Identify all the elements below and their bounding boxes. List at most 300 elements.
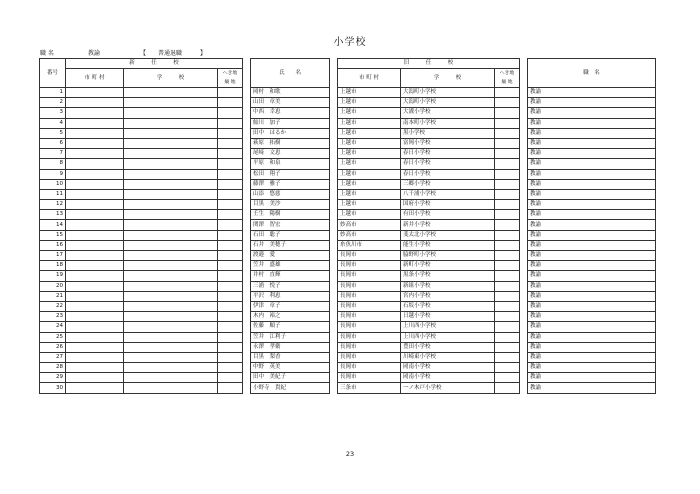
position-cell: 教諭 <box>528 261 656 271</box>
name-cell: 伊津 章子 <box>251 301 330 311</box>
old-remote-cell <box>495 240 520 250</box>
old-remote-cell <box>495 118 520 128</box>
new-remote-cell <box>218 373 243 383</box>
old-school-cell: 黒条小学校 <box>401 271 495 281</box>
name-cell: 中西 幸恵 <box>251 108 330 118</box>
name-cell: 田中 はるか <box>251 128 330 138</box>
old-city-cell: 上越市 <box>338 128 401 138</box>
table-row <box>40 291 656 301</box>
new-remote-cell <box>218 118 243 128</box>
new-city-cell <box>66 240 124 250</box>
new-city-cell <box>66 169 124 179</box>
new-remote-cell <box>218 220 243 230</box>
new-school-cell <box>124 138 218 148</box>
new-remote-cell <box>218 230 243 240</box>
position-cell: 教諭 <box>528 98 656 108</box>
header-old-remote: へき地 級 地 <box>495 69 520 88</box>
new-school-cell <box>124 128 218 138</box>
name-cell: 田中 美紀子 <box>251 373 330 383</box>
row-number: 29 <box>40 373 66 383</box>
name-cell: 佐藤 順子 <box>251 322 330 332</box>
table-row <box>40 210 656 220</box>
position-cell: 教諭 <box>528 363 656 373</box>
new-school-cell <box>124 169 218 179</box>
new-remote-cell <box>218 332 243 342</box>
old-city-cell: 上越市 <box>338 179 401 189</box>
row-number: 18 <box>40 261 66 271</box>
old-remote-cell <box>495 301 520 311</box>
new-school-cell <box>124 230 218 240</box>
old-school-cell: 豊田小学校 <box>401 342 495 352</box>
old-city-cell: 上越市 <box>338 159 401 169</box>
table-row <box>40 322 656 332</box>
old-city-cell: 長岡市 <box>338 342 401 352</box>
old-remote-cell <box>495 363 520 373</box>
name-cell: 鮎川 加子 <box>251 118 330 128</box>
new-remote-cell <box>218 291 243 301</box>
old-remote-cell <box>495 261 520 271</box>
row-number: 24 <box>40 322 66 332</box>
name-cell: 小野寺 貴紀 <box>251 383 330 393</box>
new-city-cell <box>66 220 124 230</box>
new-school-cell <box>124 210 218 220</box>
table-row <box>40 118 656 128</box>
position-cell: 教諭 <box>528 352 656 362</box>
old-school-cell: 上川西小学校 <box>401 332 495 342</box>
old-school-cell: 上川西小学校 <box>401 322 495 332</box>
new-remote-cell <box>218 159 243 169</box>
row-number: 21 <box>40 291 66 301</box>
name-cell: 石田 聡子 <box>251 230 330 240</box>
old-remote-cell <box>495 138 520 148</box>
new-school-cell <box>124 179 218 189</box>
row-number: 19 <box>40 271 66 281</box>
table-row <box>40 261 656 271</box>
position-cell: 教諭 <box>528 332 656 342</box>
name-cell: 山田 章美 <box>251 98 330 108</box>
new-city-cell <box>66 301 124 311</box>
row-number: 20 <box>40 281 66 291</box>
new-remote-cell <box>218 128 243 138</box>
old-school-cell: 新組小学校 <box>401 281 495 291</box>
old-city-cell: 長岡市 <box>338 261 401 271</box>
new-remote-cell <box>218 88 243 98</box>
row-number: 15 <box>40 230 66 240</box>
position-cell: 教諭 <box>528 291 656 301</box>
new-city-cell <box>66 281 124 291</box>
new-remote-cell <box>218 108 243 118</box>
table-row <box>40 281 656 291</box>
name-cell: 木内 裕之 <box>251 312 330 322</box>
new-remote-cell <box>218 363 243 373</box>
name-cell: 笠井 江利子 <box>251 332 330 342</box>
old-school-cell: 岡南小学校 <box>401 363 495 373</box>
new-school-cell <box>124 312 218 322</box>
name-cell: 関澤 智宏 <box>251 220 330 230</box>
header-old-school: 学 校 <box>401 69 495 88</box>
table-row <box>40 301 656 311</box>
row-number: 26 <box>40 342 66 352</box>
position-cell: 教諭 <box>528 200 656 210</box>
table-row <box>40 230 656 240</box>
position-cell: 教諭 <box>528 251 656 261</box>
job-value: 教諭 <box>88 50 101 57</box>
old-school-cell: 大潟町小学校 <box>401 98 495 108</box>
old-city-cell: 長岡市 <box>338 301 401 311</box>
new-remote-cell <box>218 138 243 148</box>
table-row <box>40 149 656 159</box>
new-city-cell <box>66 332 124 342</box>
table-row <box>40 271 656 281</box>
old-school-cell: 南本町小学校 <box>401 118 495 128</box>
new-city-cell <box>66 342 124 352</box>
new-school-cell <box>124 383 218 393</box>
old-remote-cell <box>495 312 520 322</box>
old-city-cell: 上越市 <box>338 118 401 128</box>
new-remote-cell <box>218 342 243 352</box>
new-school-cell <box>124 88 218 98</box>
name-cell: 目黒 美沙 <box>251 200 330 210</box>
header-old-city: 市 町 村 <box>338 69 401 88</box>
new-remote-cell <box>218 210 243 220</box>
new-city-cell <box>66 189 124 199</box>
new-city-cell <box>66 230 124 240</box>
old-city-cell: 上越市 <box>338 88 401 98</box>
name-cell: 三浦 悦子 <box>251 281 330 291</box>
table-row <box>40 88 656 98</box>
row-number: 27 <box>40 352 66 362</box>
page-title: 小学校 <box>333 37 367 48</box>
new-city-cell <box>66 373 124 383</box>
old-city-cell: 長岡市 <box>338 332 401 342</box>
old-city-cell: 上越市 <box>338 200 401 210</box>
new-city-cell <box>66 251 124 261</box>
position-cell: 教諭 <box>528 138 656 148</box>
row-number: 22 <box>40 301 66 311</box>
old-city-cell: 長岡市 <box>338 281 401 291</box>
old-city-cell: 長岡市 <box>338 271 401 281</box>
new-school-cell <box>124 271 218 281</box>
new-remote-cell <box>218 169 243 179</box>
old-remote-cell <box>495 149 520 159</box>
row-number: 8 <box>40 159 66 169</box>
table-row <box>40 98 656 108</box>
position-cell: 教諭 <box>528 149 656 159</box>
row-number: 23 <box>40 312 66 322</box>
row-number: 17 <box>40 251 66 261</box>
new-school-cell <box>124 220 218 230</box>
row-number: 4 <box>40 118 66 128</box>
table-row <box>40 200 656 210</box>
job-label: 職 名 <box>40 50 54 57</box>
new-school-cell <box>124 118 218 128</box>
row-number: 9 <box>40 169 66 179</box>
old-remote-cell <box>495 220 520 230</box>
old-remote-cell <box>495 332 520 342</box>
header-old-post: 旧 任 校 <box>338 59 520 69</box>
row-number: 2 <box>40 98 66 108</box>
old-school-cell: 黒小学校 <box>401 128 495 138</box>
old-school-cell: 春日小学校 <box>401 159 495 169</box>
new-school-cell <box>124 261 218 271</box>
position-cell: 教諭 <box>528 373 656 383</box>
old-city-cell: 長岡市 <box>338 322 401 332</box>
new-school-cell <box>124 98 218 108</box>
old-city-cell: 上越市 <box>338 210 401 220</box>
name-cell: 渡邉 愛 <box>251 251 330 261</box>
new-remote-cell <box>218 149 243 159</box>
new-city-cell <box>66 271 124 281</box>
table-row <box>40 169 656 179</box>
row-number: 30 <box>40 383 66 393</box>
table-row <box>40 383 656 393</box>
old-remote-cell <box>495 98 520 108</box>
name-cell: 松田 翔子 <box>251 169 330 179</box>
old-city-cell: 長岡市 <box>338 312 401 322</box>
position-cell: 教諭 <box>528 220 656 230</box>
row-number: 7 <box>40 149 66 159</box>
row-number: 25 <box>40 332 66 342</box>
position-cell: 教諭 <box>528 108 656 118</box>
table-row <box>40 108 656 118</box>
old-remote-cell <box>495 210 520 220</box>
new-school-cell <box>124 108 218 118</box>
old-school-cell: 石坂小学校 <box>401 301 495 311</box>
old-school-cell: 春日小学校 <box>401 169 495 179</box>
old-remote-cell <box>495 128 520 138</box>
position-cell: 教諭 <box>528 159 656 169</box>
old-school-cell: 新井小学校 <box>401 220 495 230</box>
name-cell: 中野 英美 <box>251 363 330 373</box>
name-cell: 平原 和泉 <box>251 159 330 169</box>
old-school-cell: 八千浦小学校 <box>401 189 495 199</box>
name-cell: 石井 美穂子 <box>251 240 330 250</box>
old-remote-cell <box>495 271 520 281</box>
position-cell: 教諭 <box>528 88 656 98</box>
new-remote-cell <box>218 312 243 322</box>
name-cell: 壬生 陽樹 <box>251 210 330 220</box>
table-row <box>40 179 656 189</box>
table-row <box>40 251 656 261</box>
new-remote-cell <box>218 301 243 311</box>
old-school-cell: 富岡小学校 <box>401 138 495 148</box>
old-remote-cell <box>495 179 520 189</box>
old-school-cell: 斐太北小学校 <box>401 230 495 240</box>
old-city-cell: 長岡市 <box>338 291 401 301</box>
new-city-cell <box>66 383 124 393</box>
table-row <box>40 138 656 148</box>
header-number: 番号 <box>40 59 66 88</box>
table-row <box>40 312 656 322</box>
new-city-cell <box>66 363 124 373</box>
new-city-cell <box>66 118 124 128</box>
old-city-cell: 上越市 <box>338 169 401 179</box>
old-remote-cell <box>495 281 520 291</box>
old-remote-cell <box>495 230 520 240</box>
table-row <box>40 352 656 362</box>
new-remote-cell <box>218 271 243 281</box>
table-row <box>40 240 656 250</box>
old-city-cell: 妙高市 <box>338 220 401 230</box>
old-remote-cell <box>495 291 520 301</box>
old-school-cell: 川崎東小学校 <box>401 352 495 362</box>
table-row <box>40 220 656 230</box>
position-cell: 教諭 <box>528 312 656 322</box>
row-number: 12 <box>40 200 66 210</box>
old-city-cell: 上越市 <box>338 149 401 159</box>
old-school-cell: 大瀁小学校 <box>401 108 495 118</box>
old-school-cell: 新町小学校 <box>401 261 495 271</box>
old-school-cell: 岡南小学校 <box>401 373 495 383</box>
new-school-cell <box>124 332 218 342</box>
name-cell: 目黒 梨香 <box>251 352 330 362</box>
old-city-cell: 長岡市 <box>338 352 401 362</box>
name-cell: 山添 悠慈 <box>251 189 330 199</box>
old-city-cell: 妙高市 <box>338 230 401 240</box>
new-remote-cell <box>218 189 243 199</box>
old-school-cell: 日越小学校 <box>401 312 495 322</box>
row-number: 28 <box>40 363 66 373</box>
row-number: 13 <box>40 210 66 220</box>
position-cell: 教諭 <box>528 271 656 281</box>
old-school-cell: 国府小学校 <box>401 200 495 210</box>
old-remote-cell <box>495 383 520 393</box>
new-remote-cell <box>218 179 243 189</box>
header-position: 職 名 <box>528 59 656 88</box>
old-remote-cell <box>495 352 520 362</box>
row-number: 6 <box>40 138 66 148</box>
old-school-cell: 春日小学校 <box>401 149 495 159</box>
new-city-cell <box>66 138 124 148</box>
new-school-cell <box>124 200 218 210</box>
row-number: 11 <box>40 189 66 199</box>
job-bracket-close: 】 <box>200 50 207 57</box>
new-remote-cell <box>218 261 243 271</box>
old-remote-cell <box>495 200 520 210</box>
new-city-cell <box>66 261 124 271</box>
old-city-cell: 上越市 <box>338 189 401 199</box>
position-cell: 教諭 <box>528 383 656 393</box>
new-city-cell <box>66 210 124 220</box>
table-row <box>40 363 656 373</box>
new-city-cell <box>66 179 124 189</box>
new-remote-cell <box>218 240 243 250</box>
table-row <box>40 332 656 342</box>
new-remote-cell <box>218 281 243 291</box>
name-cell: 井村 直輝 <box>251 271 330 281</box>
header-new-city: 市 町 村 <box>66 69 124 88</box>
old-remote-cell <box>495 322 520 332</box>
new-city-cell <box>66 352 124 362</box>
row-number: 14 <box>40 220 66 230</box>
name-cell: 萩原 拓樹 <box>251 138 330 148</box>
old-remote-cell <box>495 169 520 179</box>
position-cell: 教諭 <box>528 240 656 250</box>
name-cell: 尾﨑 文恵 <box>251 149 330 159</box>
row-number: 16 <box>40 240 66 250</box>
position-cell: 教諭 <box>528 189 656 199</box>
new-school-cell <box>124 251 218 261</box>
new-city-cell <box>66 200 124 210</box>
old-city-cell: 長岡市 <box>338 373 401 383</box>
old-school-cell: 有田小学校 <box>401 210 495 220</box>
new-city-cell <box>66 159 124 169</box>
new-school-cell <box>124 240 218 250</box>
old-school-cell: 一ノ木戸小学校 <box>401 383 495 393</box>
new-school-cell <box>124 149 218 159</box>
page-number: 23 <box>345 450 355 458</box>
position-cell: 教諭 <box>528 230 656 240</box>
new-school-cell <box>124 281 218 291</box>
table-row <box>40 373 656 383</box>
old-city-cell: 上越市 <box>338 98 401 108</box>
old-remote-cell <box>495 108 520 118</box>
new-city-cell <box>66 312 124 322</box>
new-remote-cell <box>218 251 243 261</box>
position-cell: 教諭 <box>528 118 656 128</box>
old-school-cell: 大潟町小学校 <box>401 88 495 98</box>
new-school-cell <box>124 291 218 301</box>
row-number: 10 <box>40 179 66 189</box>
new-school-cell <box>124 373 218 383</box>
new-remote-cell <box>218 383 243 393</box>
name-cell: 平沢 利恵 <box>251 291 330 301</box>
position-cell: 教諭 <box>528 210 656 220</box>
new-school-cell <box>124 301 218 311</box>
old-remote-cell <box>495 342 520 352</box>
new-school-cell <box>124 363 218 373</box>
transfer-table <box>39 58 656 394</box>
new-school-cell <box>124 322 218 332</box>
position-cell: 教諭 <box>528 281 656 291</box>
old-school-cell: 宮内小学校 <box>401 291 495 301</box>
new-school-cell <box>124 352 218 362</box>
position-cell: 教諭 <box>528 179 656 189</box>
old-city-cell: 糸魚川市 <box>338 240 401 250</box>
new-remote-cell <box>218 322 243 332</box>
old-city-cell: 長岡市 <box>338 363 401 373</box>
row-number: 5 <box>40 128 66 138</box>
old-school-cell: 能生小学校 <box>401 240 495 250</box>
new-city-cell <box>66 108 124 118</box>
name-cell: 藤澤 雅子 <box>251 179 330 189</box>
position-cell: 教諭 <box>528 322 656 332</box>
old-remote-cell <box>495 159 520 169</box>
position-cell: 教諭 <box>528 342 656 352</box>
name-cell: 笠井 盛雄 <box>251 261 330 271</box>
new-school-cell <box>124 342 218 352</box>
new-remote-cell <box>218 352 243 362</box>
job-category: 普通退職 <box>158 50 183 57</box>
old-city-cell: 長岡市 <box>338 251 401 261</box>
old-city-cell: 上越市 <box>338 138 401 148</box>
old-remote-cell <box>495 373 520 383</box>
new-remote-cell <box>218 200 243 210</box>
position-cell: 教諭 <box>528 128 656 138</box>
old-school-cell: 三郷小学校 <box>401 179 495 189</box>
new-school-cell <box>124 159 218 169</box>
new-city-cell <box>66 98 124 108</box>
new-remote-cell <box>218 98 243 108</box>
new-city-cell <box>66 149 124 159</box>
name-cell: 永澤 孝衛 <box>251 342 330 352</box>
new-city-cell <box>66 291 124 301</box>
header-name: 氏 名 <box>251 59 330 88</box>
table-row <box>40 128 656 138</box>
new-school-cell <box>124 189 218 199</box>
new-city-cell <box>66 322 124 332</box>
old-school-cell: 脇野町小学校 <box>401 251 495 261</box>
